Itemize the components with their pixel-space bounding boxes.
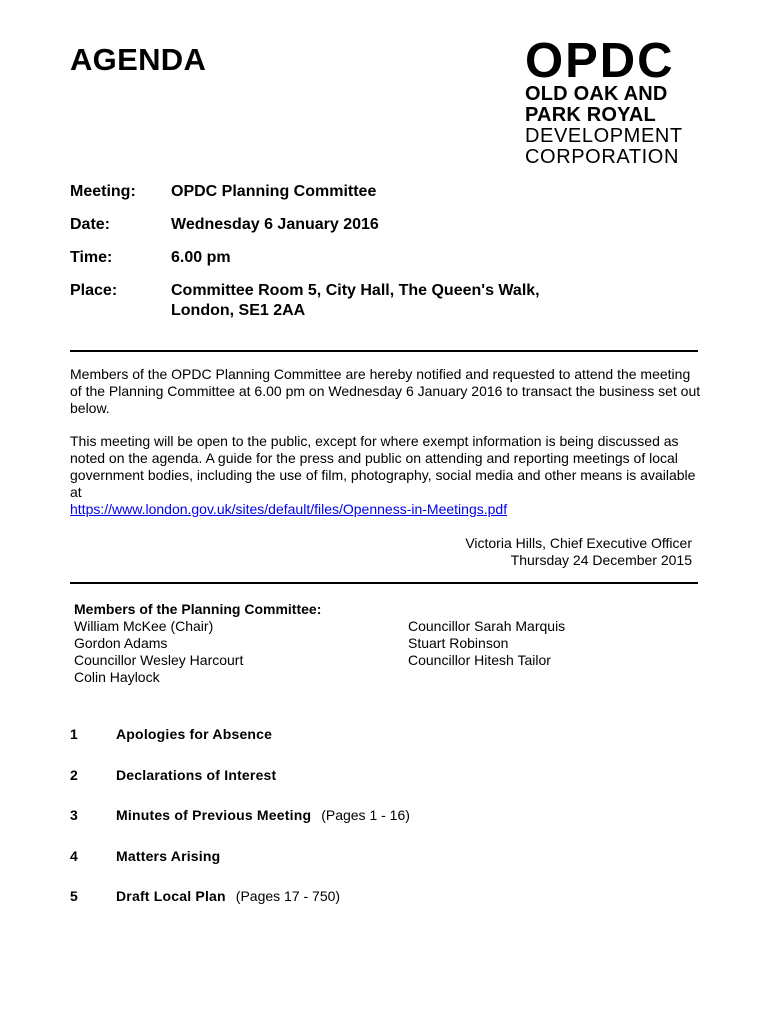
agenda-item: [70, 726, 690, 743]
meeting-details: [70, 182, 710, 334]
logo-line-park-royal: PARK ROYAL: [525, 104, 656, 126]
members-columns: [74, 618, 694, 686]
date-label: Date:: [70, 216, 111, 233]
agenda-item: [70, 767, 690, 784]
intro-paragraph-2-text: This meeting will be open to the public, except for where exempt information is being discussed as noted on the agenda. A guide for the press and public on attending and reporting meetings of local government bodies, including the use of film, photography, social media and other means is available at: [70, 433, 696, 500]
member-name: Colin Haylock: [74, 669, 160, 685]
agenda-items: [70, 726, 690, 929]
agenda-item-number: 4: [70, 847, 78, 864]
date-value: Wednesday 6 January 2016: [171, 216, 379, 233]
signature-block: [465, 535, 692, 569]
agenda-item-number: 3: [70, 807, 78, 823]
opdc-logo: [525, 34, 705, 168]
members-column-1: [74, 618, 408, 686]
intro-paragraph-2: [70, 433, 705, 518]
place-row: [70, 281, 710, 321]
agenda-item-number: 5: [70, 888, 78, 904]
signatory-name: Victoria Hills, Chief Executive Officer: [465, 535, 692, 551]
agenda-item-number: 2: [70, 766, 78, 783]
place-value-line2: London, SE1 2AA: [171, 302, 306, 319]
page-title: AGENDA: [70, 42, 207, 77]
agenda-item-pages: (Pages 1 - 16): [321, 807, 410, 823]
agenda-item: [70, 807, 690, 824]
member-name: Gordon Adams: [74, 635, 168, 651]
logo-line-corporation: CORPORATION: [525, 146, 680, 168]
committee-members: [74, 601, 694, 686]
agenda-item-pages: (Pages 17 - 750): [235, 888, 341, 904]
member-name: Councillor Sarah Marquis: [408, 618, 566, 634]
agenda-item-title: Apologies for Absence: [116, 726, 273, 742]
meeting-row: [70, 182, 710, 202]
place-label: Place:: [70, 282, 118, 299]
logo-acronym: OPDC: [525, 34, 675, 88]
agenda-item: [70, 888, 690, 905]
agenda-item-title: Draft Local Plan: [116, 888, 226, 904]
member-name: Stuart Robinson: [408, 635, 509, 651]
divider-bottom: [70, 582, 698, 584]
logo-line-old-oak: OLD OAK AND: [525, 83, 668, 105]
meeting-value: OPDC Planning Committee: [171, 183, 377, 200]
meeting-label: Meeting:: [70, 183, 136, 200]
intro-notice: [70, 366, 705, 534]
intro-paragraph-1: Members of the OPDC Planning Committee are hereby notified and requested to attend the meeting of the Planning Committee at 6.00 pm on Wednesday 6 January 2016 to transact the business set out below.: [70, 366, 701, 416]
member-name: Councillor Hitesh Tailor: [408, 652, 551, 668]
logo-line-development: DEVELOPMENT: [525, 125, 683, 147]
agenda-item: [70, 848, 690, 865]
date-row: [70, 215, 710, 235]
members-heading: Members of the Planning Committee:: [74, 601, 322, 617]
time-label: Time:: [70, 249, 113, 266]
agenda-item-title: Declarations of Interest: [116, 766, 277, 783]
signature-date: Thursday 24 December 2015: [510, 552, 692, 568]
member-name: Councillor Wesley Harcourt: [74, 652, 244, 668]
time-value: 6.00 pm: [171, 249, 231, 266]
members-column-2: [408, 618, 688, 686]
place-value-line1: Committee Room 5, City Hall, The Queen's Walk,: [171, 282, 540, 299]
member-name: William McKee (Chair): [74, 618, 214, 634]
agenda-item-title: Minutes of Previous Meeting: [116, 807, 312, 823]
openness-guide-link[interactable]: https://www.london.gov.uk/sites/default/files/Openness-in-Meetings.pdf: [70, 501, 508, 517]
time-row: [70, 248, 710, 268]
agenda-item-number: 1: [70, 726, 78, 742]
place-value: [171, 281, 631, 321]
divider-top: [70, 350, 698, 352]
agenda-item-title: Matters Arising: [116, 847, 221, 864]
